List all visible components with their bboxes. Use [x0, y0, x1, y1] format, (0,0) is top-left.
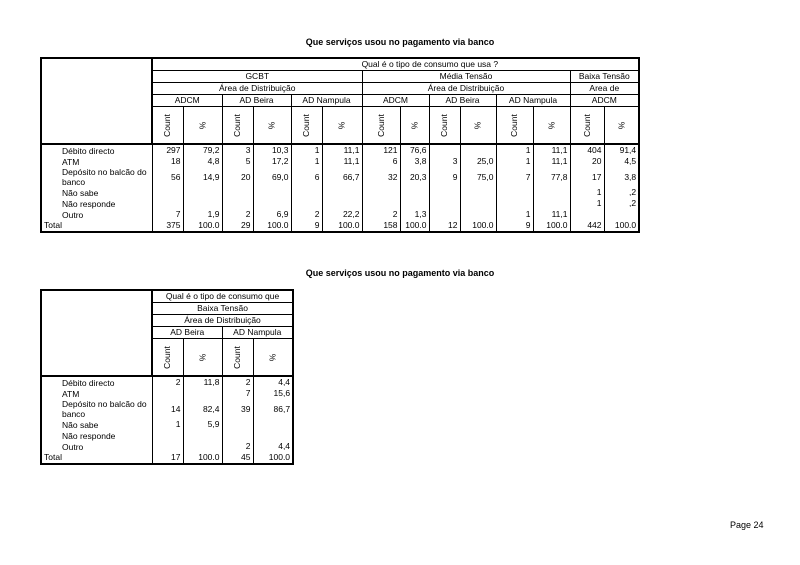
- cell: 100.0: [604, 220, 639, 232]
- cell: 2: [291, 209, 322, 220]
- cell: 76,6: [400, 144, 429, 156]
- cell: 297: [152, 144, 183, 156]
- crosstab-table-2: [40, 289, 294, 465]
- cell: 1: [291, 144, 322, 156]
- cell: 158: [362, 220, 400, 232]
- sub-header-gcbt-ad-nampula: AD Nampula: [291, 95, 362, 107]
- stat-header-pct: %: [604, 107, 639, 145]
- cell: 100.0: [183, 220, 222, 232]
- total-label: Total: [41, 220, 152, 232]
- cell: 404: [570, 144, 604, 156]
- table-row: [41, 209, 639, 220]
- question-header: Qual é o tipo de consumo que: [152, 290, 293, 303]
- row-label: ATM: [41, 388, 152, 399]
- cell: 1: [570, 187, 604, 198]
- sub-header-mt-adcm: ADCM: [362, 95, 429, 107]
- cell: [152, 198, 183, 209]
- cell: 100.0: [253, 220, 291, 232]
- row-label: Outro: [41, 441, 152, 452]
- cell: [496, 198, 533, 209]
- cell: 1,9: [183, 209, 222, 220]
- cell: 100.0: [322, 220, 362, 232]
- cell: 375: [152, 220, 183, 232]
- cell: 3: [429, 156, 460, 167]
- total-label: Total: [41, 452, 152, 464]
- cell: 18: [152, 156, 183, 167]
- cell: 1: [496, 156, 533, 167]
- cell: 17: [152, 452, 183, 464]
- group-header-baixa-tensao: Baixa Tensão: [152, 303, 293, 315]
- cell: [322, 187, 362, 198]
- cell: 39: [222, 399, 253, 419]
- cell: [496, 187, 533, 198]
- cell: 25,0: [460, 156, 496, 167]
- stat-header-pct: %: [400, 107, 429, 145]
- question-header: Qual é o tipo de consumo que usa ?: [152, 58, 639, 71]
- cell: 56: [152, 167, 183, 187]
- cell: [291, 198, 322, 209]
- cell: 10,3: [253, 144, 291, 156]
- cell: [183, 441, 222, 452]
- cell: [183, 187, 222, 198]
- cell: [253, 187, 291, 198]
- sub-header-mt-ad-nampula: AD Nampula: [496, 95, 570, 107]
- cell: [253, 430, 293, 441]
- cell: 1: [496, 144, 533, 156]
- cell: [429, 209, 460, 220]
- cell: 2: [362, 209, 400, 220]
- cell: [183, 388, 222, 399]
- cell: 11,1: [533, 144, 570, 156]
- total-row: [41, 220, 639, 232]
- table-row: [41, 441, 293, 452]
- header-corner: [41, 290, 152, 376]
- cell: 11,1: [322, 144, 362, 156]
- cell: 82,4: [183, 399, 222, 419]
- cell: 1: [291, 156, 322, 167]
- cell: 77,8: [533, 167, 570, 187]
- row-label: Depósito no balcão do banco: [41, 167, 152, 187]
- cell: 2: [222, 376, 253, 388]
- stat-header-count: Count: [222, 107, 253, 145]
- row-label: Não sabe: [41, 419, 152, 430]
- stat-header-count: Count: [429, 107, 460, 145]
- table1-title: Que serviços usou no pagamento via banco: [305, 37, 495, 47]
- cell: [460, 198, 496, 209]
- row-label: Depósito no balcão do banco: [41, 399, 152, 419]
- crosstab-table-1: [40, 57, 640, 233]
- cell: 11,1: [533, 156, 570, 167]
- sub-header-ad-nampula: AD Nampula: [222, 327, 293, 339]
- cell: 4,8: [183, 156, 222, 167]
- cell: 14,9: [183, 167, 222, 187]
- row-label: Não responde: [41, 198, 152, 209]
- cell: [604, 209, 639, 220]
- cell: 4,5: [604, 156, 639, 167]
- cell: [570, 209, 604, 220]
- cell: 7: [222, 388, 253, 399]
- table-row: [41, 144, 639, 156]
- stat-header-pct: %: [533, 107, 570, 145]
- cell: 7: [152, 209, 183, 220]
- cell: 20,3: [400, 167, 429, 187]
- cell: 12: [429, 220, 460, 232]
- stat-header-count: Count: [496, 107, 533, 145]
- cell: [533, 198, 570, 209]
- cell: 442: [570, 220, 604, 232]
- stat-header-pct: %: [253, 107, 291, 145]
- row-label: Débito directo: [41, 144, 152, 156]
- cell: 5,9: [183, 419, 222, 430]
- cell: 4,4: [253, 441, 293, 452]
- cell: 75,0: [460, 167, 496, 187]
- cell: 15,6: [253, 388, 293, 399]
- cell: 6,9: [253, 209, 291, 220]
- cell: [362, 187, 400, 198]
- stat-header-count: Count: [291, 107, 322, 145]
- cell: 20: [570, 156, 604, 167]
- cell: 14: [152, 399, 183, 419]
- cell: [253, 198, 291, 209]
- stat-header-pct: %: [460, 107, 496, 145]
- stat-header-pct: %: [322, 107, 362, 145]
- cell: [183, 430, 222, 441]
- cell: [152, 187, 183, 198]
- cell: [429, 198, 460, 209]
- stat-header-count: Count: [152, 107, 183, 145]
- cell: [460, 187, 496, 198]
- cell: 86,7: [253, 399, 293, 419]
- area-header-baixa-tensao: Area de: [570, 83, 639, 95]
- cell: 3,8: [604, 167, 639, 187]
- cell: 91,4: [604, 144, 639, 156]
- cell: 45: [222, 452, 253, 464]
- cell: 3,8: [400, 156, 429, 167]
- cell: [222, 419, 253, 430]
- group-header-baixa-tensao: Baixa Tensão: [570, 71, 639, 83]
- cell: 20: [222, 167, 253, 187]
- cell: 29: [222, 220, 253, 232]
- cell: ,2: [604, 187, 639, 198]
- cell: 3: [222, 144, 253, 156]
- sub-header-gcbt-adcm: ADCM: [152, 95, 222, 107]
- row-label: Débito directo: [41, 376, 152, 388]
- cell: [222, 198, 253, 209]
- sub-header-mt-ad-beira: AD Beira: [429, 95, 496, 107]
- cell: [183, 198, 222, 209]
- cell: 9: [496, 220, 533, 232]
- sub-header-ad-beira: AD Beira: [152, 327, 222, 339]
- cell: 11,1: [533, 209, 570, 220]
- cell: 100.0: [183, 452, 222, 464]
- stat-header-count: Count: [570, 107, 604, 145]
- cell: 2: [222, 441, 253, 452]
- cell: 1: [496, 209, 533, 220]
- stat-header-pct: %: [183, 107, 222, 145]
- cell: [222, 187, 253, 198]
- cell: 22,2: [322, 209, 362, 220]
- cell: 9: [429, 167, 460, 187]
- row-label: ATM: [41, 156, 152, 167]
- cell: 11,1: [322, 156, 362, 167]
- cell: [322, 198, 362, 209]
- cell: [460, 209, 496, 220]
- table-row: [41, 419, 293, 430]
- sub-header-bt-adcm: ADCM: [570, 95, 639, 107]
- group-header-media-tensao: Média Tensão: [362, 71, 570, 83]
- stat-header-count: Count: [152, 339, 183, 377]
- table-row: [41, 198, 639, 209]
- cell: 7: [496, 167, 533, 187]
- cell: [222, 430, 253, 441]
- cell: 4,4: [253, 376, 293, 388]
- cell: 66,7: [322, 167, 362, 187]
- row-label: Outro: [41, 209, 152, 220]
- cell: ,2: [604, 198, 639, 209]
- cell: 100.0: [533, 220, 570, 232]
- row-label: Não sabe: [41, 187, 152, 198]
- cell: 69,0: [253, 167, 291, 187]
- cell: 9: [291, 220, 322, 232]
- cell: [429, 144, 460, 156]
- cell: 100.0: [460, 220, 496, 232]
- table2-title: Que serviços usou no pagamento via banco: [305, 268, 495, 278]
- cell: 6: [362, 156, 400, 167]
- cell: 1: [152, 419, 183, 430]
- cell: [533, 187, 570, 198]
- cell: 2: [152, 376, 183, 388]
- cell: [152, 430, 183, 441]
- table-row: [41, 388, 293, 399]
- table-row: [41, 376, 293, 388]
- cell: 11,8: [183, 376, 222, 388]
- row-label: Não responde: [41, 430, 152, 441]
- table-row: [41, 156, 639, 167]
- cell: 5: [222, 156, 253, 167]
- stat-header-pct: %: [253, 339, 293, 377]
- cell: [253, 419, 293, 430]
- cell: 100.0: [253, 452, 293, 464]
- sub-header-gcbt-ad-beira: AD Beira: [222, 95, 291, 107]
- area-header-gcbt: Área de Distribuição: [152, 83, 362, 95]
- cell: [429, 187, 460, 198]
- table-row: [41, 187, 639, 198]
- cell: 6: [291, 167, 322, 187]
- cell: 1: [570, 198, 604, 209]
- cell: [362, 198, 400, 209]
- cell: 1,3: [400, 209, 429, 220]
- cell: [291, 187, 322, 198]
- area-header: Área de Distribuição: [152, 315, 293, 327]
- stat-header-count: Count: [222, 339, 253, 377]
- cell: [460, 144, 496, 156]
- area-header-media-tensao: Área de Distribuição: [362, 83, 570, 95]
- cell: 17,2: [253, 156, 291, 167]
- stat-header-count: Count: [362, 107, 400, 145]
- cell: [152, 441, 183, 452]
- table-row: [41, 167, 639, 187]
- cell: 121: [362, 144, 400, 156]
- total-row: [41, 452, 293, 464]
- page-number: Page 24: [730, 520, 764, 530]
- table-row: [41, 399, 293, 419]
- cell: [400, 198, 429, 209]
- cell: 2: [222, 209, 253, 220]
- cell: 17: [570, 167, 604, 187]
- cell: [152, 388, 183, 399]
- cell: 79,2: [183, 144, 222, 156]
- group-header-gcbt: GCBT: [152, 71, 362, 83]
- stat-header-pct: %: [183, 339, 222, 377]
- cell: 32: [362, 167, 400, 187]
- cell: 100.0: [400, 220, 429, 232]
- table-row: [41, 430, 293, 441]
- cell: [400, 187, 429, 198]
- header-corner: [41, 58, 152, 144]
